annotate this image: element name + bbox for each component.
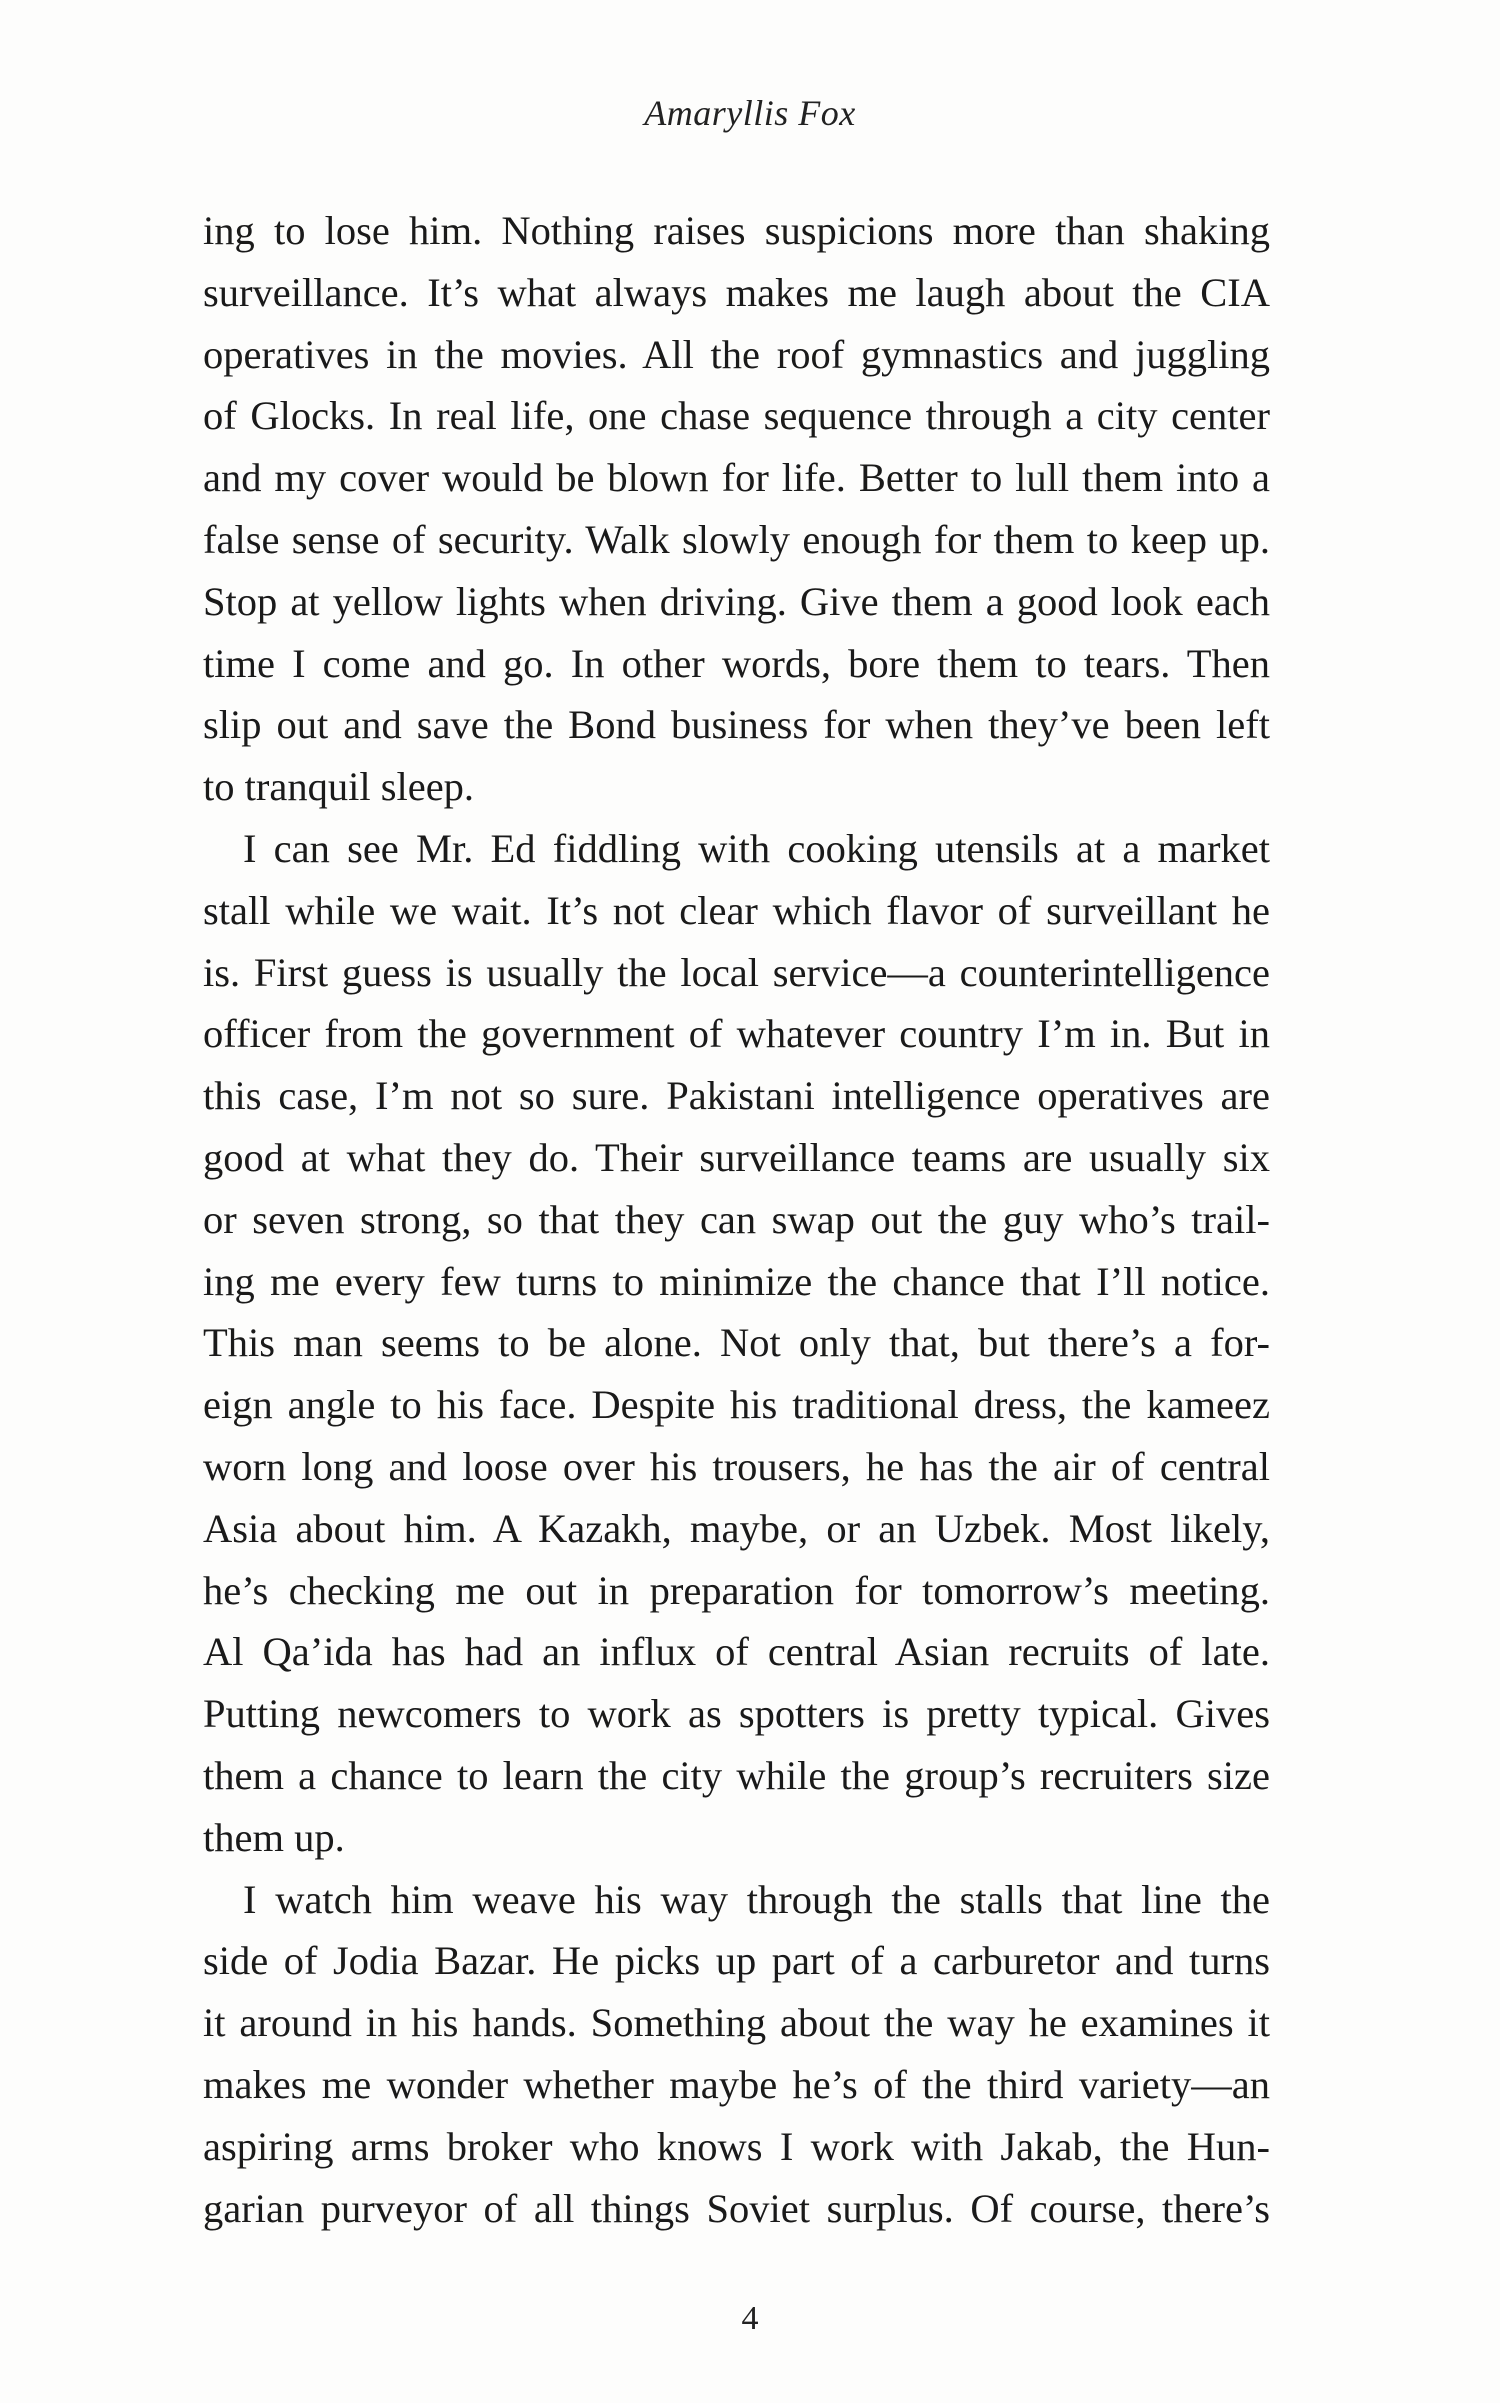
text-line: ing me every few turns to minimize the chance that I’ll notice. bbox=[203, 1258, 1270, 1304]
text-line: Asia about him. A Kazakh, maybe, or an Uzbek. Most likely, bbox=[203, 1505, 1270, 1551]
text-line: Stop at yellow lights when driving. Give them a good look each bbox=[203, 578, 1270, 624]
text-line: time I come and go. In other words, bore them to tears. Then bbox=[203, 640, 1270, 686]
text-line: false sense of security. Walk slowly enough for them to keep up. bbox=[203, 516, 1270, 562]
text-line: eign angle to his face. Despite his traditional dress, the kameez bbox=[203, 1382, 1270, 1428]
text-line: ing to lose him. Nothing raises suspicions more than shaking bbox=[203, 208, 1270, 253]
text-line: to tranquil sleep. bbox=[203, 764, 475, 810]
text-line: worn long and loose over his trousers, he has the air of central bbox=[203, 1443, 1270, 1489]
text-line: officer from the government of whatever country I’m in. But in bbox=[203, 1011, 1270, 1057]
text-line: he’s checking me out in preparation for tomorrow’s meeting. bbox=[203, 1567, 1270, 1613]
text-line: good at what they do. Their surveillance teams are usually six bbox=[203, 1134, 1270, 1180]
text-line: it around in his hands. Something about the way he examines it bbox=[203, 2000, 1270, 2046]
text-line: or seven strong, so that they can swap out the guy who’s trail- bbox=[203, 1196, 1270, 1242]
text-line: slip out and save the Bond business for when they’ve been left bbox=[203, 702, 1270, 748]
text-line: operatives in the movies. All the roof gymnastics and juggling bbox=[203, 331, 1270, 377]
text-line: this case, I’m not so sure. Pakistani intelligence operatives are bbox=[203, 1073, 1270, 1119]
page-number: 4 bbox=[741, 2300, 759, 2337]
text-line: Al Qa’ida has had an influx of central Asian recruits of late. bbox=[203, 1629, 1270, 1675]
text-line: side of Jodia Bazar. He picks up part of a carburetor and turns bbox=[203, 1938, 1270, 1984]
body-text bbox=[203, 200, 1270, 2239]
text-line: surveillance. It’s what always makes me laugh about the CIA bbox=[203, 269, 1270, 315]
text-line: I can see Mr. Ed fiddling with cooking utensils at a market bbox=[243, 825, 1270, 871]
text-line: and my cover would be blown for life. Better to lull them into a bbox=[203, 455, 1270, 501]
text-line: This man seems to be alone. Not only that, but there’s a for- bbox=[203, 1320, 1270, 1366]
text-line: them a chance to learn the city while the group’s recruiters size bbox=[203, 1752, 1270, 1798]
text-line: aspiring arms broker who knows I work with Jakab, the Hun- bbox=[203, 2123, 1270, 2169]
text-line: I watch him weave his way through the stalls that line the bbox=[243, 1876, 1270, 1922]
text-line: garian purveyor of all things Soviet surplus. Of course, there’s bbox=[203, 2185, 1270, 2231]
text-line: them up. bbox=[203, 1814, 345, 1860]
text-line: of Glocks. In real life, one chase sequence through a city center bbox=[203, 393, 1270, 439]
text-line: stall while we wait. It’s not clear which flavor of surveillant he bbox=[203, 887, 1270, 933]
text-line: is. First guess is usually the local service—a counterintelligence bbox=[203, 949, 1270, 995]
text-line: makes me wonder whether maybe he’s of the third variety—an bbox=[203, 2061, 1270, 2107]
text-line: Putting newcomers to work as spotters is pretty typical. Gives bbox=[203, 1691, 1270, 1737]
running-head: Amaryllis Fox bbox=[644, 93, 856, 133]
